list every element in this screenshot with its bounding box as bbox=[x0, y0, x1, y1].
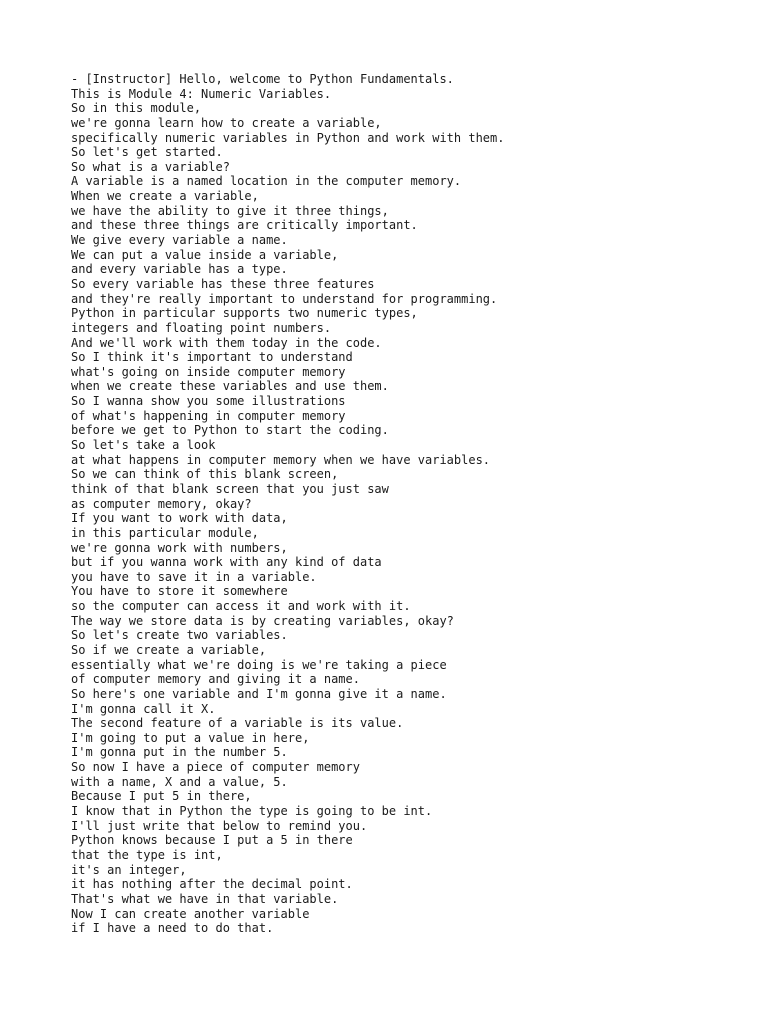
transcript-line: in this particular module, bbox=[71, 525, 259, 540]
transcript-line: what's going on inside computer memory bbox=[71, 364, 346, 379]
transcript-line: So let's take a look bbox=[71, 438, 216, 453]
transcript-line: So let's get started. bbox=[71, 145, 223, 160]
transcript-line: I know that in Python the type is going to be int. bbox=[71, 804, 433, 819]
transcript-line: Python in particular supports two numeric types, bbox=[71, 306, 418, 321]
transcript-line: The way we store data is by creating variables, okay? bbox=[71, 613, 454, 628]
transcript-line: Because I put 5 in there, bbox=[71, 789, 252, 804]
transcript-line: I'll just write that below to remind you. bbox=[71, 818, 368, 833]
transcript-line: with a name, X and a value, 5. bbox=[71, 774, 288, 789]
transcript-line: it has nothing after the decimal point. bbox=[71, 877, 353, 892]
transcript-line: So let's create two variables. bbox=[71, 628, 288, 643]
transcript-text bbox=[71, 72, 751, 936]
transcript-line: essentially what we're doing is we're taking a piece bbox=[71, 657, 447, 672]
transcript-line: I'm gonna call it X. bbox=[71, 701, 216, 716]
transcript-line: that the type is int, bbox=[71, 847, 223, 862]
transcript-line: and every variable has a type. bbox=[71, 262, 288, 277]
transcript-line: and these three things are critically important. bbox=[71, 218, 418, 233]
transcript-line: So we can think of this blank screen, bbox=[71, 467, 339, 482]
transcript-line: you have to save it in a variable. bbox=[71, 569, 317, 584]
transcript-line: integers and floating point numbers. bbox=[71, 320, 332, 335]
transcript-line: - [Instructor] Hello, welcome to Python Fundamentals. bbox=[71, 72, 454, 86]
transcript-line: it's an integer, bbox=[71, 862, 187, 877]
transcript-line: Python knows because I put a 5 in there bbox=[71, 833, 353, 848]
transcript-line: specifically numeric variables in Python and work with them. bbox=[71, 130, 505, 145]
transcript-line: If you want to work with data, bbox=[71, 511, 288, 526]
transcript-line: So I wanna show you some illustrations bbox=[71, 394, 346, 409]
transcript-line: as computer memory, okay? bbox=[71, 496, 252, 511]
transcript-line: and they're really important to understand for programming. bbox=[71, 291, 498, 306]
transcript-line: When we create a variable, bbox=[71, 189, 259, 204]
transcript-line: So I think it's important to understand bbox=[71, 350, 353, 365]
transcript-line: we're gonna work with numbers, bbox=[71, 540, 288, 555]
transcript-line: So every variable has these three features bbox=[71, 276, 375, 291]
transcript-line: we're gonna learn how to create a variable, bbox=[71, 115, 382, 130]
transcript-line: think of that blank screen that you just saw bbox=[71, 481, 389, 496]
transcript-line: The second feature of a variable is its value. bbox=[71, 716, 404, 731]
transcript-line: but if you wanna work with any kind of data bbox=[71, 555, 382, 570]
transcript-line: So if we create a variable, bbox=[71, 642, 267, 657]
transcript-line: We give every variable a name. bbox=[71, 233, 288, 248]
transcript-line: We can put a value inside a variable, bbox=[71, 247, 339, 262]
transcript-line: You have to store it somewhere bbox=[71, 584, 288, 599]
transcript-line: of what's happening in computer memory bbox=[71, 408, 346, 423]
transcript-line: I'm gonna put in the number 5. bbox=[71, 745, 288, 760]
transcript-line: So in this module, bbox=[71, 101, 202, 116]
transcript-line: This is Module 4: Numeric Variables. bbox=[71, 86, 332, 101]
transcript-line: So what is a variable? bbox=[71, 159, 230, 174]
transcript-line: A variable is a named location in the computer memory. bbox=[71, 174, 462, 189]
transcript-line: if I have a need to do that. bbox=[71, 921, 274, 936]
transcript-line: we have the ability to give it three things, bbox=[71, 203, 389, 218]
transcript-line: Now I can create another variable bbox=[71, 906, 310, 921]
transcript-line: So now I have a piece of computer memory bbox=[71, 760, 360, 775]
transcript-line: at what happens in computer memory when we have variables. bbox=[71, 452, 491, 467]
transcript-line: before we get to Python to start the coding. bbox=[71, 423, 389, 438]
transcript-line: when we create these variables and use them. bbox=[71, 379, 389, 394]
transcript-line: So here's one variable and I'm gonna give it a name. bbox=[71, 686, 447, 701]
transcript-line: so the computer can access it and work with it. bbox=[71, 599, 411, 614]
transcript-line: That's what we have in that variable. bbox=[71, 891, 339, 906]
transcript-line: And we'll work with them today in the code. bbox=[71, 335, 382, 350]
transcript-line: I'm going to put a value in here, bbox=[71, 730, 310, 745]
transcript-line: of computer memory and giving it a name. bbox=[71, 672, 360, 687]
